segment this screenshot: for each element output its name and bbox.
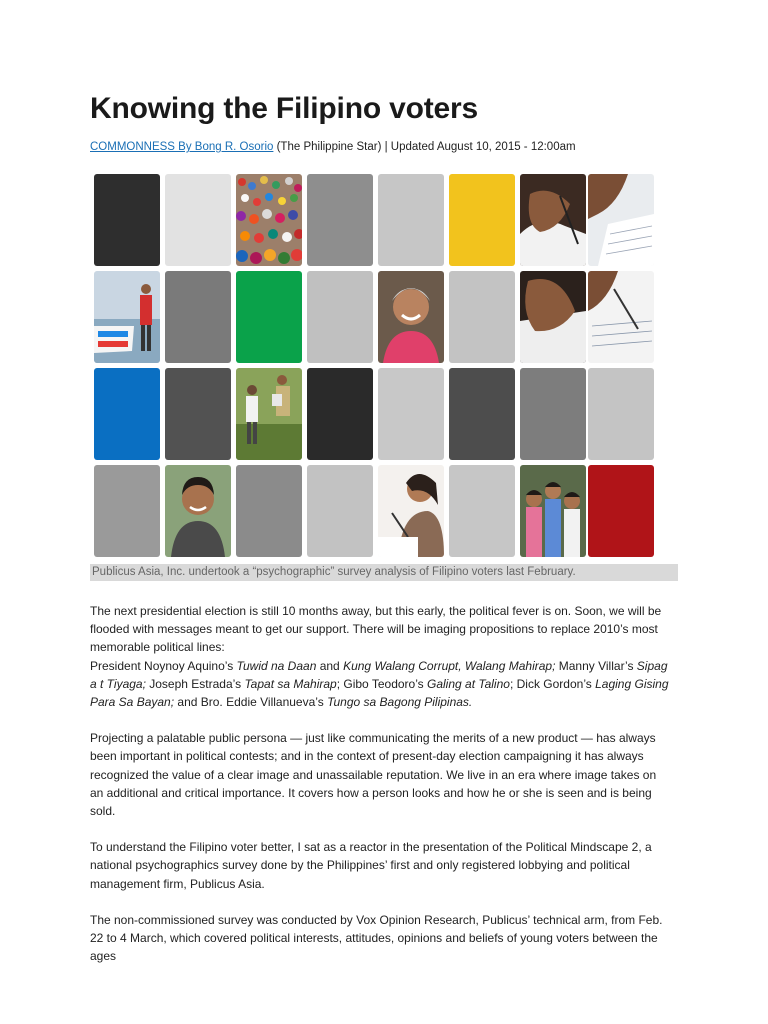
mosaic-photo-boat-man: [94, 271, 160, 363]
mosaic-tile-light-gray: [378, 368, 444, 460]
mosaic-tile-mid-gray: [236, 465, 302, 557]
mosaic-tile-dark-gray: [94, 174, 160, 266]
mosaic-tile-yellow: [449, 174, 515, 266]
text: and: [316, 658, 344, 673]
mosaic-tile-mid-gray: [94, 465, 160, 557]
mosaic-tile-dark-gray: [449, 368, 515, 460]
mosaic-photo-hand-signing: [520, 271, 586, 363]
slogan: Galing at Talino: [427, 676, 510, 691]
article-body: [90, 602, 670, 983]
paragraph-1: [90, 602, 670, 711]
text: and Bro. Eddie Villanueva’s: [174, 695, 328, 710]
mosaic-tile-light-gray: [165, 174, 231, 266]
mosaic-tile-light-gray: [449, 271, 515, 363]
mosaic-tile-light-gray: [588, 368, 654, 460]
mosaic-photo-hand-paper: [588, 174, 654, 266]
mosaic-photo-young-man: [165, 465, 231, 557]
mosaic-tile-mid-gray: [165, 271, 231, 363]
mosaic-tile-light-gray: [307, 465, 373, 557]
slogan: Laging Gising Para Sa Bayan;: [90, 676, 669, 710]
author-link[interactable]: COMMONNESS By Bong R. Osorio: [90, 141, 274, 153]
text: Joseph Estrada’s: [145, 676, 245, 691]
mosaic-photo-farmers: [236, 368, 302, 460]
mosaic-tile-very-dark-gray: [307, 368, 373, 460]
paragraph-2: Projecting a palatable public persona — just like communicating the merits of a new product — has always been important in political contests; and in the context of present-day election campaigning it has always recognized the value of a clear image and unassailable reputation. We live in an era where image takes on an additional and critical importance. It covers how a person looks and how he or she is seen and is being sold.: [90, 731, 657, 819]
text: President Noynoy Aquino’s: [90, 658, 237, 673]
paragraph-4: The non-commissioned survey was conducted by Vox Opinion Research, Publicus’ technical arm, from Feb. 22 to 4 March, which covered political interests, attitudes, opinions and beliefs of young voters between the ages: [90, 912, 663, 964]
slogan: Sipag a t Tiyaga;: [90, 658, 668, 691]
slogan: Tungo sa Bagong Pilipinas.: [327, 695, 473, 710]
byline-source-date: (The Philippine Star) | Updated August 10, 2015 - 12:00am: [273, 141, 576, 153]
slogan: Kung Walang Corrupt, Walang Mahirap;: [343, 658, 556, 673]
image-caption: Publicus Asia, Inc. undertook a “psychographic” survey analysis of Filipino voters last February.: [90, 564, 678, 581]
mosaic-photo-woman-smiling: [378, 271, 444, 363]
mosaic-tile-red: [588, 465, 654, 557]
mosaic-tile-light-gray: [307, 271, 373, 363]
byline: [90, 141, 576, 153]
mosaic-tile-mid-gray: [520, 368, 586, 460]
mosaic-tile-blue: [94, 368, 160, 460]
slogan: Tuwid na Daan: [236, 658, 317, 673]
mosaic-tile-green: [236, 271, 302, 363]
mosaic-photo-hand-signing: [588, 271, 654, 363]
article-image-mosaic: [94, 174, 654, 560]
text: ; Dick Gordon’s: [509, 676, 596, 691]
mosaic-tile-light-gray: [378, 174, 444, 266]
mosaic-tile-dark-gray: [165, 368, 231, 460]
mosaic-photo-crowd: [236, 174, 302, 266]
slogan: Tapat sa Mahirap: [244, 676, 337, 691]
mosaic-photo-woman-writing: [378, 465, 444, 557]
text: Manny Villar’s: [555, 658, 637, 673]
article-title: Knowing the Filipino voters: [90, 92, 478, 125]
mosaic-tile-light-gray: [449, 465, 515, 557]
mosaic-photo-children: [520, 465, 586, 557]
paragraph-1-intro: The next presidential election is still 10 months away, but this early, the political fever is on. Soon, we will be flooded with messages meant to get our support. There will be imaging propositions to replace 2010’s most memorable political lines:: [90, 604, 662, 655]
paragraph-3: To understand the Filipino voter better, I sat as a reactor in the presentation of the Political Mindscape 2, a national psychographics survey done by the Philippines’ first and only registered lobbying and political management firm, Publicus Asia.: [90, 840, 652, 891]
mosaic-tile-mid-gray: [307, 174, 373, 266]
mosaic-photo-hand-writing: [520, 174, 586, 266]
text: ; Gibo Teodoro’s: [336, 676, 427, 691]
